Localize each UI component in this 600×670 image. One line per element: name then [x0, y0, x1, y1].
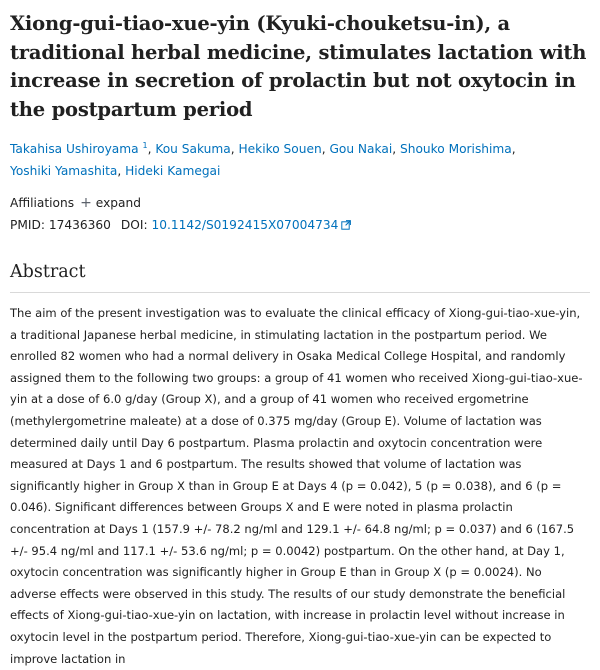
author-link[interactable]: Hideki Kamegai — [125, 164, 221, 178]
author-name: Takahisa Ushiroyama — [10, 142, 139, 156]
pmid-value: 17436360 — [48, 218, 111, 232]
author-link[interactable]: Gou Nakai — [329, 142, 393, 156]
author-link[interactable] — [10, 142, 148, 156]
author-link[interactable]: Kou Sakuma — [155, 142, 231, 156]
external-link-icon — [341, 220, 351, 230]
author-link[interactable]: Hekiko Souen — [238, 142, 322, 156]
doi-link[interactable] — [151, 214, 351, 236]
author-link[interactable]: Shouko Morishima — [399, 142, 512, 156]
article-title: Xiong-gui-tiao-xue-yin (Kyuki-chouketsu-in), a traditional herbal medicine, stimulates lactation with increase in secretion of prolactin but not oxytocin in the postpartum period — [10, 12, 587, 121]
doi-label: DOI: — [120, 218, 148, 232]
author-list: Takahisa Ushiroyama $^1$, Kou Sakuma, Hekiko Souen, Gou Nakai, Shouko Morishima, Yoshiki Yamashita, Hideki Kamegai — [10, 140, 516, 178]
affiliation-superscript[interactable]: 1 — [142, 140, 148, 150]
author-link[interactable]: Yoshiki Yamashita — [10, 164, 118, 178]
pmid — [10, 214, 111, 236]
expand-label: expand — [95, 196, 141, 210]
identifiers-row — [10, 214, 590, 236]
doi-value: 10.1142/S0192415X07004734 — [151, 218, 339, 232]
abstract-heading: Abstract — [10, 262, 590, 293]
affiliations-label: Affiliations — [10, 196, 75, 210]
affiliations-row — [10, 192, 590, 214]
article-meta — [10, 192, 590, 236]
expand-affiliations-button[interactable] — [80, 192, 141, 214]
plus-icon: + — [80, 195, 92, 211]
article-page — [0, 10, 600, 666]
abstract-text: The aim of the present investigation was to evaluate the clinical efficacy of Xiong-gui-tiao-xue-yin, a traditional Japanese herbal medicine, in stimulating lactation in the postpartum period. We enrolled 82 women who had a normal delivery in Osaka Medical College Hospital, and randomly assigned them to the following two groups: a group of 41 women who received Xiong-gui-tiao-xue-yin at a dose of 6.0 g/day (Group X), and a group of 41 women who received ergometrine (methylergometrine maleate) at a dose of 0.375 mg/day (Group E). Volume of lactation was determined daily until Day 6 postpartum. Plasma prolactin and oxytocin concentration were measured at Days 1 and 6 postpartum. The results showed that volume of lactation was significantly higher in Group X than in Group E at Days 4 (p = 0.042), 5 (p = 0.038), and 6 (p = 0.046). Significant differences between Groups X and E were noted in plasma prolactin concentration at Days 1 (157.9 +/- 78.2 ng/ml and 129.1 +/- 64.8 ng/ml; p = 0.037) and 6 (167.5 +/- 95.4 ng/ml and 117.1 +/- 53.6 ng/ml; p = 0.0042) postpartum. On the other hand, at Day 1, oxytocin concentration was significantly higher in Group E than in Group X (p = 0.0024). No adverse effects were observed in this study. The results of our study demonstrate the beneficial effects of Xiong-gui-tiao-xue-yin on lactation, with increase in prolactin level without increase in oxytocin level in the postpartum period. Therefore, Xiong-gui-tiao-xue-yin can be expected to improve lactation in — [10, 306, 583, 666]
doi — [121, 214, 351, 236]
pmid-label: PMID: — [10, 218, 45, 232]
